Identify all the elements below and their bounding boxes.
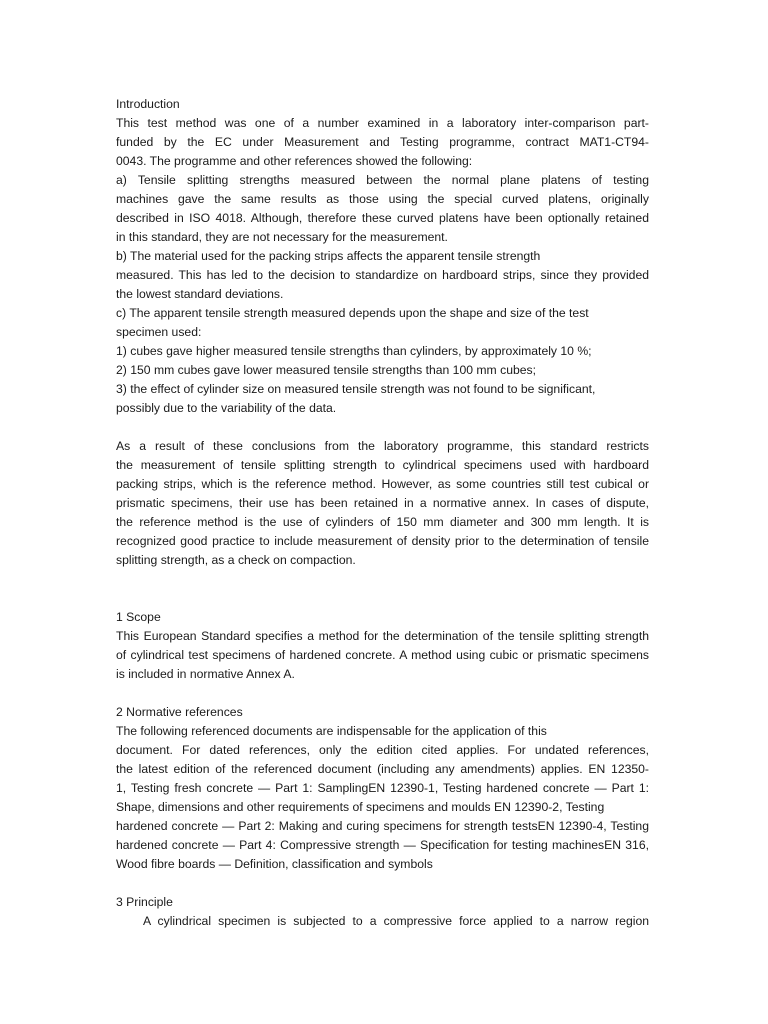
intro-conclusion-paragraph [116, 437, 649, 570]
text-line: measured. This has led to the decision to standardize on hardboard strips, since they provided [116, 268, 649, 282]
normative-references-paragraph [116, 722, 649, 874]
principle-heading: 3 Principle [116, 895, 173, 909]
text-line: Wood fibre boards — Definition, classification and symbols [116, 857, 433, 871]
text-line: hardened concrete — Part 4: Compressive strength — Specification for testing machinesEN 316, [116, 838, 649, 852]
text-line: a) Tensile splitting strengths measured between the normal plane platens of testing [116, 173, 649, 187]
scope-heading: 1 Scope [116, 610, 161, 624]
text-line: funded by the EC under Measurement and Testing programme, contract MAT1-CT94- [116, 135, 649, 149]
text-line: possibly due to the variability of the data. [116, 401, 337, 415]
text-line: packing strips, which is the reference method. However, as some countries still test cubical or [116, 477, 649, 491]
normative-references-heading: 2 Normative references [116, 705, 243, 719]
spacer [116, 570, 649, 608]
text-line: described in ISO 4018. Although, therefore these curved platens have been optionally retained [116, 211, 649, 225]
text-line: 0043. The programme and other references showed the following: [116, 154, 473, 168]
text-line: The following referenced documents are indispensable for the application of this [116, 724, 547, 738]
text-line: machines gave the same results as those using the special curved platens, originally [116, 192, 649, 206]
text-line: Shape, dimensions and other requirements of specimens and moulds EN 12390-2, Testing [116, 800, 605, 814]
text-line: splitting strength, as a check on compaction. [116, 553, 356, 567]
text-line: 1, Testing fresh concrete — Part 1: SamplingEN 12390-1, Testing hardened concrete — Part 1: [116, 781, 649, 795]
text-line: 2) 150 mm cubes gave lower measured tensile strengths than 100 mm cubes; [116, 363, 537, 377]
intro-paragraph [116, 114, 649, 418]
text-line: of cylindrical test specimens of hardened concrete. A method using cubic or prismatic specimens [116, 648, 649, 662]
spacer [116, 874, 649, 893]
text-line: 1) cubes gave higher measured tensile strengths than cylinders, by approximately 10 %; [116, 344, 592, 358]
text-line: the lowest standard deviations. [116, 287, 284, 301]
text-line: is included in normative Annex A. [116, 667, 295, 681]
text-line: the reference method is the use of cylinders of 150 mm diameter and 300 mm length. It is [116, 515, 649, 529]
intro-heading: Introduction [116, 97, 180, 111]
text-line: This European Standard specifies a method for the determination of the tensile splitting strength [116, 629, 649, 643]
principle-paragraph [116, 912, 649, 931]
document-page [116, 95, 649, 931]
spacer [116, 418, 649, 437]
spacer [116, 684, 649, 703]
text-line: A cylindrical specimen is subjected to a compressive force applied to a narrow region [143, 914, 649, 928]
text-line: This test method was one of a number examined in a laboratory inter-comparison part- [116, 116, 649, 130]
text-line: As a result of these conclusions from the laboratory programme, this standard restricts [116, 439, 649, 453]
text-line: 3) the effect of cylinder size on measured tensile strength was not found to be significant, [116, 382, 596, 396]
text-line: prismatic specimens, their use has been retained in a normative annex. In cases of dispute, [116, 496, 649, 510]
text-line: hardened concrete — Part 2: Making and curing specimens for strength testsEN 12390-4, Testing [116, 819, 649, 833]
text-line: the latest edition of the referenced document (including any amendments) applies. EN 12350- [116, 762, 649, 776]
text-line: in this standard, they are not necessary for the measurement. [116, 230, 448, 244]
text-line: b) The material used for the packing strips affects the apparent tensile strength [116, 249, 541, 263]
scope-paragraph [116, 627, 649, 684]
text-line: specimen used: [116, 325, 202, 339]
text-line: document. For dated references, only the edition cited applies. For undated references, [116, 743, 649, 757]
text-line: c) The apparent tensile strength measured depends upon the shape and size of the test [116, 306, 589, 320]
text-line: recognized good practice to include measurement of density prior to the determination of tensile [116, 534, 649, 548]
text-line: the measurement of tensile splitting strength to cylindrical specimens used with hardboard [116, 458, 649, 472]
